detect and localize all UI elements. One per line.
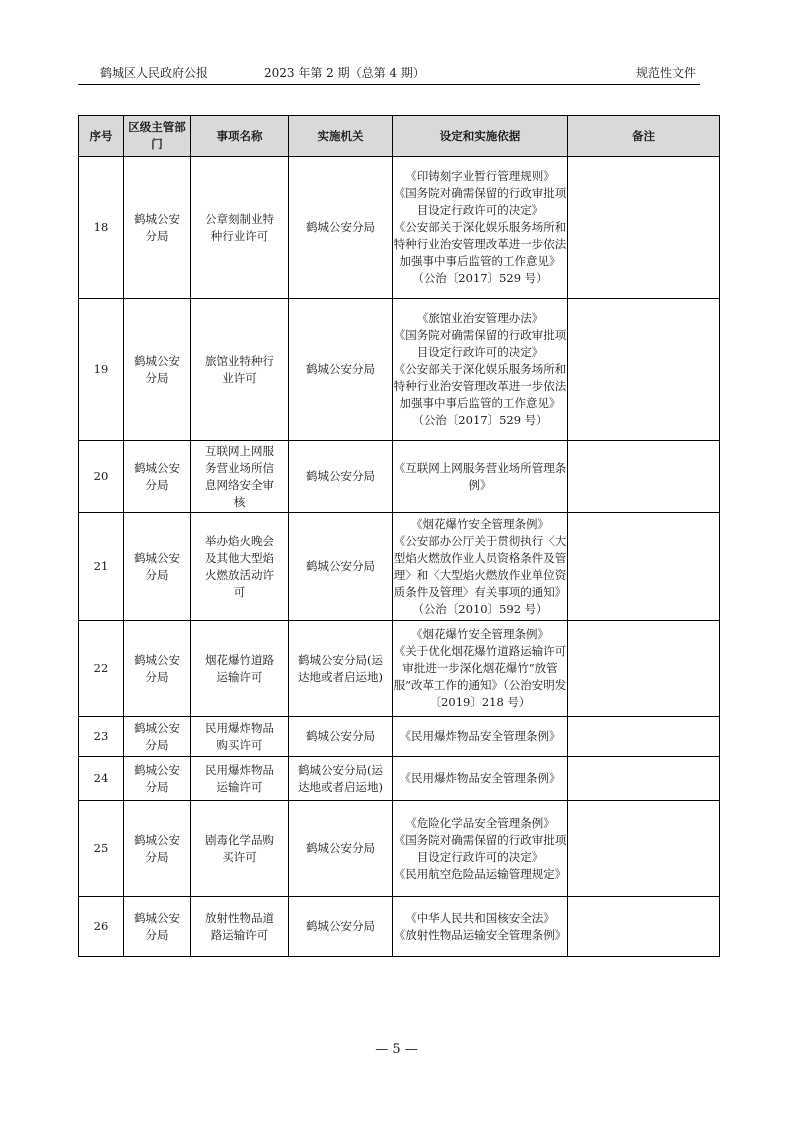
basis-line: 《烟花爆竹安全管理条例》 <box>411 516 549 531</box>
cell-item: 公章刻制业特种行业许可 <box>191 157 289 299</box>
basis-line: 《放射性物品运输安全管理条例》 <box>393 927 567 942</box>
basis-line: 《印铸刻字业暂行管理规则》 <box>405 169 555 183</box>
basis-line: 《烟花爆竹安全管理条例》 <box>411 627 549 641</box>
cell-item: 剧毒化学品购买许可 <box>191 801 289 897</box>
cell-note <box>568 157 720 299</box>
col-header-note: 备注 <box>568 116 720 157</box>
cell-no: 20 <box>79 441 124 513</box>
cell-agency: 鹤城公安分局 <box>289 897 393 957</box>
cell-item: 民用爆炸物品购买许可 <box>191 717 289 757</box>
table-row <box>79 897 720 957</box>
cell-item: 举办焰火晚会及其他大型焰火燃放活动许可 <box>191 513 289 621</box>
cell-note <box>568 513 720 621</box>
basis-line: 《互联网上网服务营业场所管理条例》 <box>393 460 567 492</box>
cell-dept: 鹤城公安分局 <box>124 757 191 801</box>
basis-line: 《中华人民共和国核安全法》 <box>405 910 555 925</box>
basis-line: 《公安部关于深化娱乐服务场所和特种行业治安管理改革进一步依法加强事中事后监管的工作意见》（公治〔2017〕529 号） <box>393 220 567 285</box>
col-header-dept: 区级主管部门 <box>124 116 191 157</box>
basis-line: 《旅馆业治安管理办法》 <box>416 311 544 325</box>
cell-dept: 鹤城公安分局 <box>124 441 191 513</box>
cell-basis <box>393 717 568 757</box>
cell-dept: 鹤城公安分局 <box>124 717 191 757</box>
cell-dept: 鹤城公安分局 <box>124 157 191 299</box>
basis-line: 《民用爆炸物品安全管理条例》 <box>399 771 561 785</box>
cell-agency: 鹤城公安分局 <box>289 441 393 513</box>
table-header-row <box>79 116 720 157</box>
table-row <box>79 621 720 717</box>
cell-agency: 鹤城公安分局(运达地或者启运地) <box>289 757 393 801</box>
table-row <box>79 513 720 621</box>
basis-line: 《公安部办公厅关于贯彻执行〈大型焰火燃放作业人员资格条件及管理〉和〈大型焰火燃放作业单位资质条件及管理〉有关事项的通知》（公治〔2010〕592 号） <box>393 533 567 616</box>
cell-basis <box>393 441 568 513</box>
header-rule <box>78 84 700 85</box>
basis-line: 《国务院对确需保留的行政审批项目设定行政许可的决定》 <box>393 832 567 864</box>
cell-basis <box>393 299 568 441</box>
table-row <box>79 801 720 897</box>
col-header-agency: 实施机关 <box>289 116 393 157</box>
col-header-no: 序号 <box>79 116 124 157</box>
basis-line: 《关于优化烟花爆竹道路运输许可审批进一步深化烟花爆竹“放管服”改革工作的通知》（公治安明发〔2019〕218 号） <box>393 644 567 709</box>
cell-note <box>568 299 720 441</box>
cell-no: 18 <box>79 157 124 299</box>
cell-dept: 鹤城公安分局 <box>124 621 191 717</box>
cell-note <box>568 621 720 717</box>
table-row <box>79 441 720 513</box>
cell-dept: 鹤城公安分局 <box>124 299 191 441</box>
basis-line: 《国务院对确需保留的行政审批项目设定行政许可的决定》 <box>393 328 567 359</box>
table-row <box>79 717 720 757</box>
page-header <box>78 64 700 84</box>
page-number: — 5 — <box>375 1042 418 1057</box>
permit-table <box>78 115 720 957</box>
cell-note <box>568 441 720 513</box>
cell-item: 民用爆炸物品运输许可 <box>191 757 289 801</box>
cell-basis <box>393 897 568 957</box>
issue-label: 2023 年第 2 期（总第 4 期） <box>264 66 425 80</box>
cell-item: 烟花爆竹道路运输许可 <box>191 621 289 717</box>
cell-agency: 鹤城公安分局 <box>289 717 393 757</box>
table-row <box>79 757 720 801</box>
cell-no: 21 <box>79 513 124 621</box>
cell-basis <box>393 157 568 299</box>
cell-dept: 鹤城公安分局 <box>124 513 191 621</box>
cell-basis <box>393 513 568 621</box>
cell-note <box>568 757 720 801</box>
cell-note <box>568 801 720 897</box>
cell-agency: 鹤城公安分局 <box>289 801 393 897</box>
cell-basis <box>393 621 568 717</box>
table-row <box>79 157 720 299</box>
table-body <box>79 157 720 957</box>
col-header-item: 事项名称 <box>191 116 289 157</box>
cell-no: 23 <box>79 717 124 757</box>
cell-item: 放射性物品道路运输许可 <box>191 897 289 957</box>
basis-line: 《国务院对确需保留的行政审批项目设定行政许可的决定》 <box>393 186 567 217</box>
bulletin-title: 鹤城区人民政府公报 <box>100 66 209 80</box>
cell-agency: 鹤城公安分局 <box>289 299 393 441</box>
cell-item: 互联网上网服务营业场所信息网络安全审核 <box>191 441 289 513</box>
basis-line: 《公安部关于深化娱乐服务场所和特种行业治安管理改革进一步依法加强事中事后监管的工作意见》（公治〔2017〕529 号） <box>393 362 567 427</box>
cell-no: 19 <box>79 299 124 441</box>
section-label: 规范性文件 <box>635 66 696 80</box>
cell-agency: 鹤城公安分局(运达地或者启运地) <box>289 621 393 717</box>
cell-item: 旅馆业特种行业许可 <box>191 299 289 441</box>
basis-line: 《民用航空危险品运输管理规定》 <box>393 866 567 881</box>
cell-no: 26 <box>79 897 124 957</box>
cell-agency: 鹤城公安分局 <box>289 157 393 299</box>
basis-line: 《民用爆炸物品安全管理条例》 <box>399 729 561 743</box>
basis-line: 《危险化学品安全管理条例》 <box>405 815 555 830</box>
cell-agency: 鹤城公安分局 <box>289 513 393 621</box>
cell-no: 24 <box>79 757 124 801</box>
cell-dept: 鹤城公安分局 <box>124 897 191 957</box>
col-header-basis: 设定和实施依据 <box>393 116 568 157</box>
cell-basis <box>393 801 568 897</box>
cell-no: 22 <box>79 621 124 717</box>
cell-basis <box>393 757 568 801</box>
cell-no: 25 <box>79 801 124 897</box>
table-row <box>79 299 720 441</box>
cell-note <box>568 717 720 757</box>
cell-dept: 鹤城公安分局 <box>124 801 191 897</box>
cell-note <box>568 897 720 957</box>
